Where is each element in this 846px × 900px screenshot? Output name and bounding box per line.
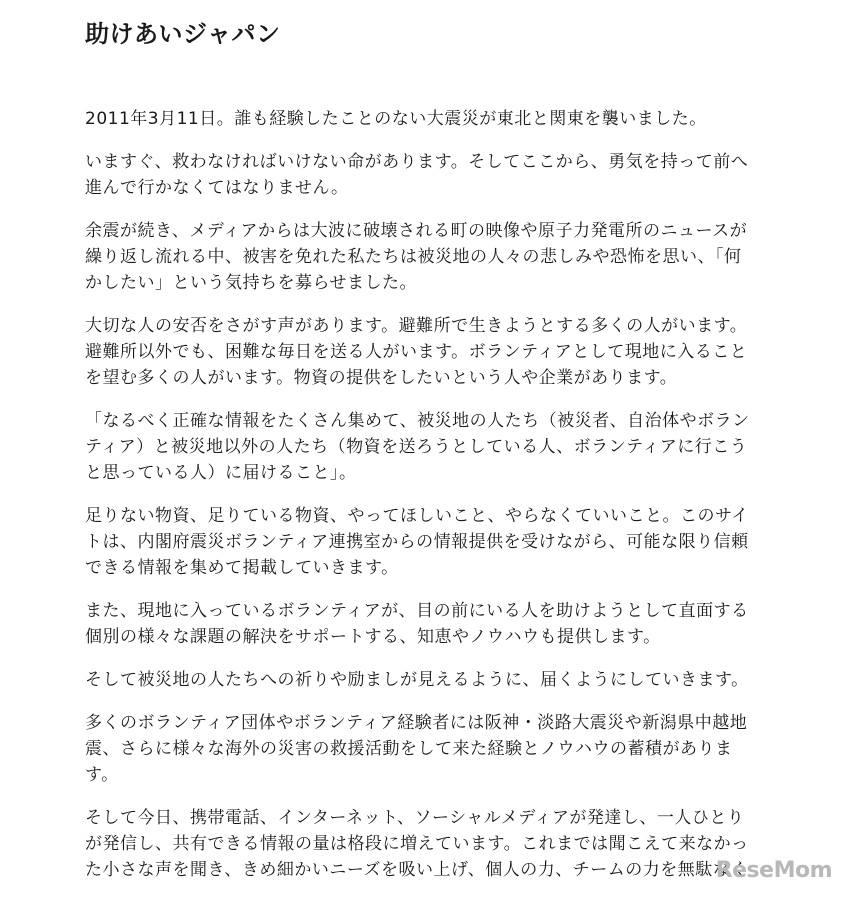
paragraph-line: そして被災地の人たちへの祈りや励ましが見えるように、届くようにしていきます。: [85, 670, 749, 690]
paragraph: [85, 598, 750, 650]
paragraph-line: 避難所以外でも、困難な毎日を送る人がいます。ボランティアとして現地に入ること: [85, 342, 748, 362]
article-body: [85, 106, 750, 900]
paragraph: [85, 805, 750, 883]
paragraph: [85, 149, 750, 201]
paragraph: [85, 218, 750, 296]
paragraph-line: 大切な人の安否をさがす声があります。避難所で生きようとする多くの人がいます。: [85, 316, 748, 336]
paragraph-line: と思っている人）に届けること」。: [85, 463, 357, 483]
paragraph-line: 多くのボランティア団体やボランティア経験者には阪神・淡路大震災や新潟県中越地: [85, 713, 748, 733]
watermark-logo: ReseMom: [715, 858, 832, 883]
paragraph-line: また、現地に入っているボランティアが、目の前にいる人を助けようとして直面する: [85, 601, 749, 621]
paragraph-line: 「なるべく正確な情報をたくさん集めて、被災地の人たち（被災者、自治体やボラン: [85, 411, 750, 431]
page-title: 助けあいジャパン: [85, 20, 281, 48]
paragraph-line: が発信し、共有できる情報の量は格段に増えています。これまでは聞こえて来なかっ: [85, 834, 749, 854]
paragraph-line: を望む多くの人がいます。物資の提供をしたいという人や企業があります。: [85, 368, 678, 388]
paragraph: [85, 313, 750, 391]
paragraph: [85, 503, 750, 581]
paragraph: [85, 710, 750, 788]
paragraph-line: た小さな声を聞き、きめ細かいニーズを吸い上げ、個人の力、チームの力を無駄なく: [85, 860, 748, 880]
paragraph-line: 2011年3月11日。誰も経験したことのない大震災が東北と関東を襲いました。: [85, 109, 707, 129]
paragraph-line: かしたい」という気持ちを募らせました。: [85, 273, 417, 293]
paragraph: [85, 667, 750, 693]
paragraph-line: 個別の様々な課題の解決をサポートする、知恵やノウハウも提供します。: [85, 627, 661, 647]
paragraph-line: 繰り返し流れる中、被害を免れた私たちは被災地の人々の悲しみや恐怖を思い、「何: [85, 247, 742, 267]
paragraph: [85, 408, 750, 486]
paragraph-line: 震、さらに様々な海外の災害の救援活動をして来た経験とノウハウの蓄積がありま: [85, 739, 733, 759]
paragraph-line: す。: [85, 765, 119, 785]
paragraph-line: 余震が続き、メディアからは大波に破壊される町の映像や原子力発電所のニュースが: [85, 221, 748, 241]
paragraph-line: できる情報を集めて掲載していきます。: [85, 558, 399, 578]
paragraph-line: 足りない物資、足りている物資、やってほしいこと、やらなくていいこと。このサイ: [85, 506, 749, 526]
paragraph-line: 進んで行かなくてはなりません。: [85, 178, 349, 198]
paragraph-line: ティア）と被災地以外の人たち（物資を送ろうとしている人、ボランティアに行こう: [85, 437, 748, 457]
paragraph-line: トは、内閣府震災ボランティア連携室からの情報提供を受けながら、可能な限り信頼: [85, 532, 749, 552]
paragraph-line: そして今日、携帯電話、インターネット、ソーシャルメディアが発達し、一人ひとり: [85, 808, 745, 828]
paragraph: [85, 106, 750, 132]
paragraph-line: いますぐ、救わなければいけない命があります。そしてここから、勇気を持って前へ: [85, 152, 749, 172]
